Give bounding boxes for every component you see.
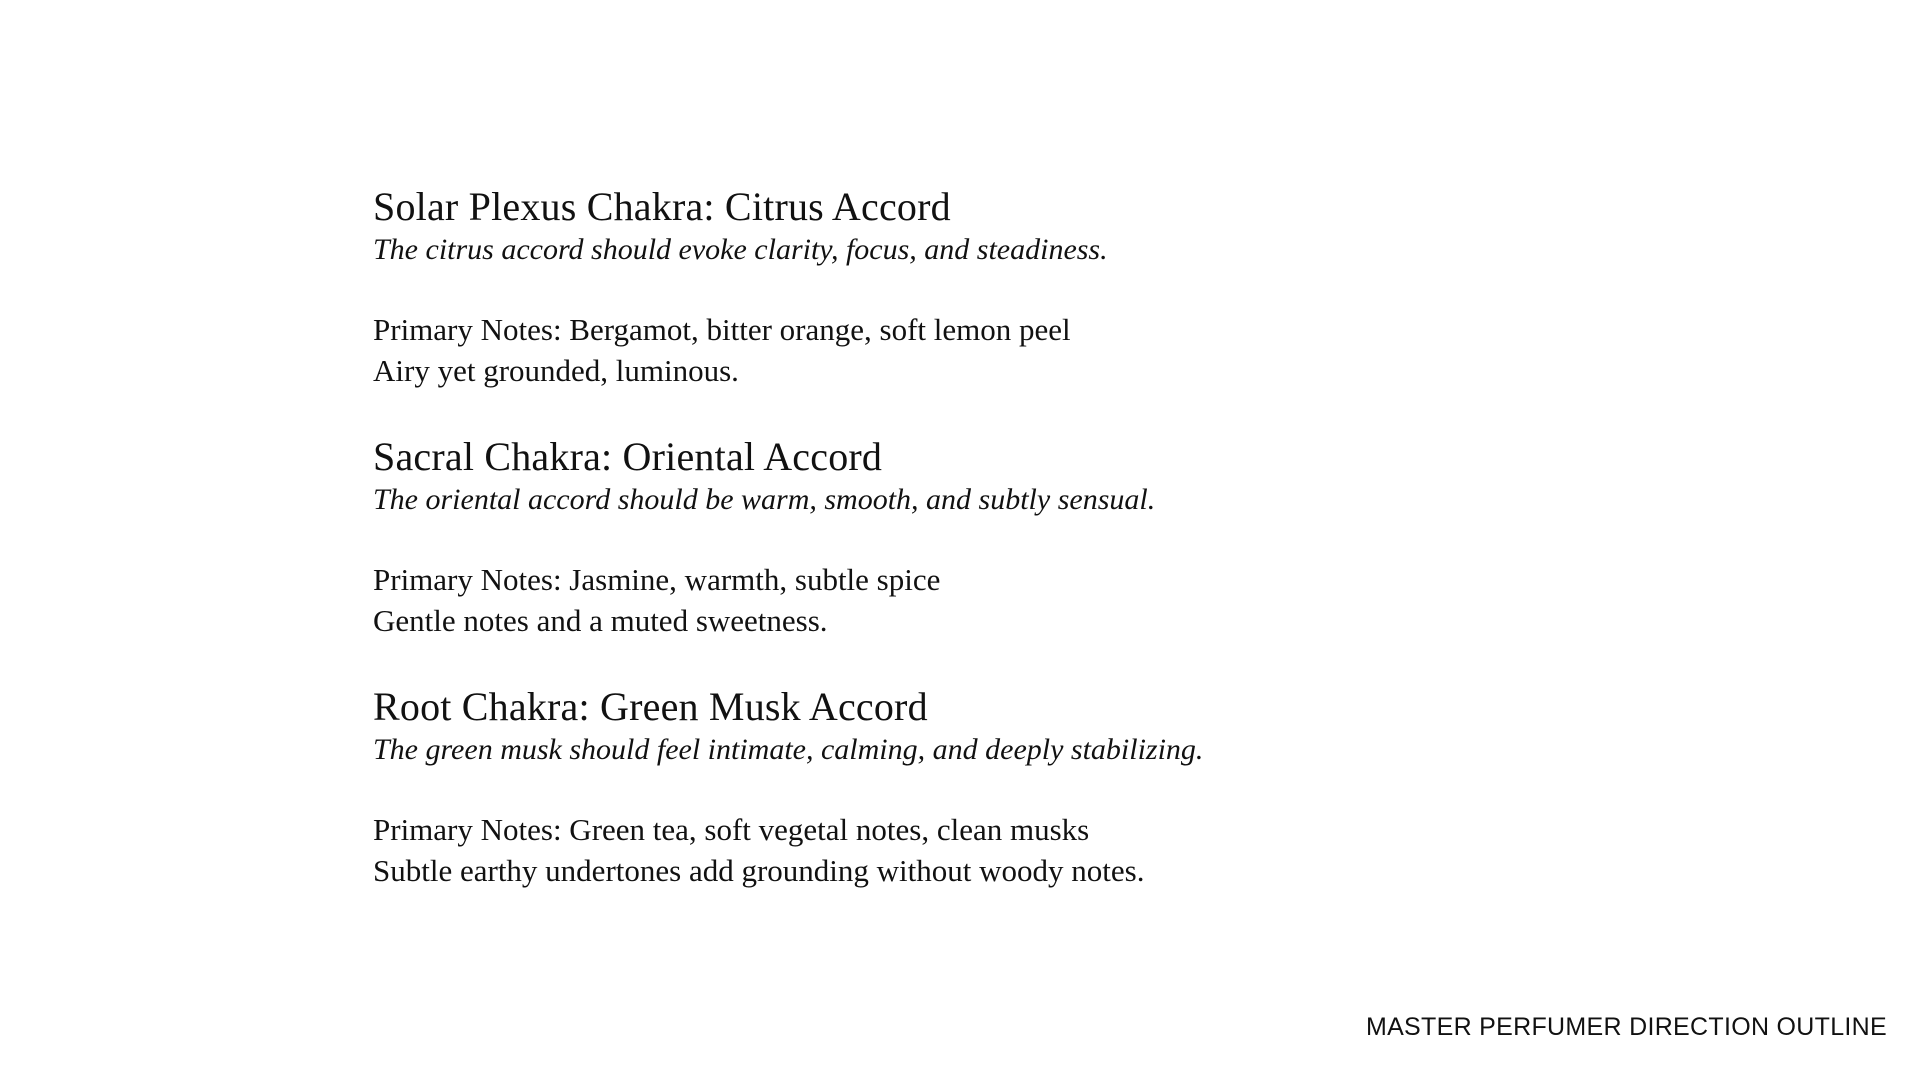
primary-notes: Primary Notes: Jasmine, warmth, subtle spice	[373, 562, 941, 597]
section-description: Subtle earthy undertones add grounding without woody notes.	[373, 853, 1145, 888]
footer-label: MASTER PERFUMER DIRECTION OUTLINE	[1365, 1013, 1887, 1041]
document-body	[373, 183, 1473, 933]
section-sacral	[373, 433, 1473, 641]
section-root	[373, 683, 1473, 891]
section-tagline: The green musk should feel intimate, calming, and deeply stabilizing.	[373, 733, 1204, 766]
section-solar-plexus	[373, 183, 1473, 391]
section-tagline: The citrus accord should evoke clarity, focus, and steadiness.	[373, 233, 1108, 266]
section-description: Airy yet grounded, luminous.	[373, 353, 739, 388]
primary-notes: Primary Notes: Bergamot, bitter orange, soft lemon peel	[373, 312, 1071, 347]
section-tagline: The oriental accord should be warm, smooth, and subtly sensual.	[373, 483, 1156, 516]
section-heading: Root Chakra: Green Musk Accord	[373, 684, 928, 729]
section-heading: Solar Plexus Chakra: Citrus Accord	[373, 184, 951, 229]
section-description: Gentle notes and a muted sweetness.	[373, 603, 828, 638]
primary-notes: Primary Notes: Green tea, soft vegetal notes, clean musks	[373, 812, 1090, 847]
section-heading: Sacral Chakra: Oriental Accord	[373, 434, 883, 479]
